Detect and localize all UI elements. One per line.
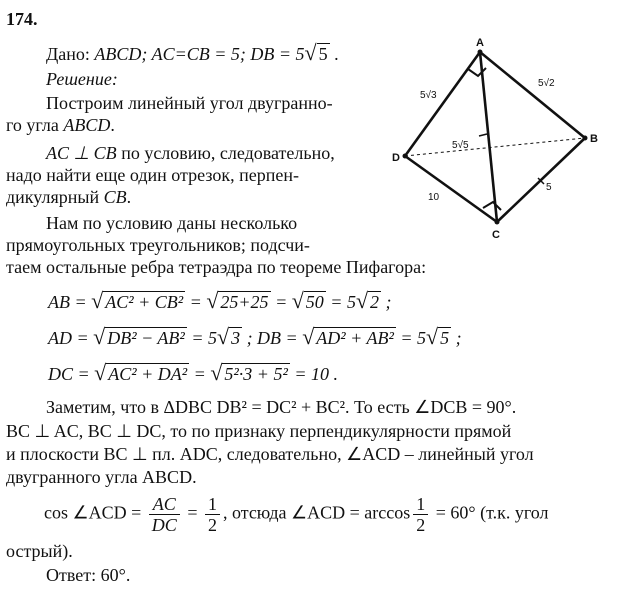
edge-ac — [480, 52, 497, 222]
eq-ad-rad2: 3 — [231, 328, 241, 348]
fraction-ac-dc — [149, 494, 180, 535]
cos-den3: 2 — [416, 515, 426, 535]
para3-line2: прямоугольных треугольников; подсчи- — [6, 235, 310, 255]
para1-line2-post: . — [110, 115, 115, 135]
problem-number: 174. — [6, 9, 38, 29]
length-cb: 5 — [546, 182, 552, 193]
eq-ab-eq4: = 5 — [325, 292, 356, 312]
given-math: ABCD; AC=CB = 5; DB = 5 — [94, 44, 305, 64]
eq-ad-rad4: 5 — [440, 328, 450, 348]
para2-line3 — [6, 186, 131, 208]
vertex-d — [403, 154, 408, 159]
cos-lhs: cos ∠ACD = — [44, 502, 146, 523]
cos-den2: 2 — [207, 515, 217, 535]
eq-dc-end: = 10 . — [289, 364, 339, 384]
para1-line2 — [6, 114, 115, 136]
given-prefix: Дано: — [46, 44, 95, 64]
para2-line1-post: по условию, следовательно, — [116, 143, 335, 163]
tetrahedron-diagram — [380, 30, 620, 250]
cos-eq: = — [182, 502, 202, 523]
length-ad: 5√3 — [420, 90, 437, 101]
para1-line2-pre: го угла — [6, 115, 64, 135]
cos-num2: 1 — [205, 494, 220, 515]
equation-ab: AB = √ AC² + CB² = √ 25+25 = √ 50 = 5√ 2 ; — [48, 288, 392, 313]
eq-ad-mid: ; DB = — [242, 328, 303, 348]
para2-line3-post: . — [126, 187, 132, 207]
fraction-one-half — [205, 494, 220, 535]
para2-line3-it: CB — [103, 187, 127, 207]
solution-label: Решение: — [46, 69, 118, 89]
para2-line1-it: AC ⊥ CB — [46, 143, 117, 163]
eq-ab-eq2: = — [185, 292, 207, 312]
given-end: . — [329, 44, 339, 64]
perp-line3: двугранного угла ABCD. — [6, 467, 197, 487]
length-dc: 10 — [428, 192, 440, 203]
edge-db-hidden — [405, 138, 585, 156]
cos-num3: 1 — [413, 494, 428, 515]
vertex-a — [478, 50, 483, 55]
acute-line: острый). — [6, 541, 73, 561]
para3-line1: Нам по условию даны несколько — [46, 213, 298, 233]
para1-line1: Построим линейный угол двугранно- — [46, 93, 333, 113]
para2-line3-pre: дикулярный — [6, 187, 104, 207]
perp-line2: и плоскости BC ⊥ пл. ADC, следовательно, ∠ACD – линейный угол — [6, 444, 534, 464]
sqrt-sign: √ — [304, 40, 317, 65]
label-b: B — [590, 133, 598, 145]
eq-dc-rad2: 5²·3 + 5² — [224, 364, 288, 384]
eq-ad-lhs: AD = — [48, 328, 94, 348]
length-db: 5√5 — [452, 140, 469, 151]
cos-mid: , отсюда ∠ACD = arccos — [222, 502, 411, 523]
eq-ad-rad1: DB² − AB² — [107, 328, 185, 348]
tick-ac — [479, 134, 487, 136]
cos-line — [44, 494, 549, 535]
edge-ab — [480, 52, 585, 138]
eq-ab-eq3: = — [270, 292, 292, 312]
vertex-b — [583, 136, 588, 141]
eq-dc-eq2: = — [189, 364, 211, 384]
para1-line2-it: ABCD — [63, 115, 111, 135]
eq-ab-rad3: 50 — [305, 292, 324, 312]
fraction-one-half-2 — [413, 494, 428, 535]
eq-ab-end: ; — [381, 292, 392, 312]
equation-ad: AD = √ DB² − AB² = 5√ 3 ; DB = √ AD² + AB² = 5√ 5 ; — [48, 324, 462, 349]
eq-ab-rad2: 25+25 — [220, 292, 269, 312]
vertex-c — [495, 220, 500, 225]
perp-line1: BC ⊥ AC, BC ⊥ DC, то по признаку перпендикулярности прямой — [6, 421, 512, 441]
given-root: 5 — [318, 44, 328, 64]
eq-ad-rad3: AD² + AB² — [316, 328, 394, 348]
cos-num: AC — [149, 494, 180, 515]
eq-ad-eq2: = 5 — [186, 328, 217, 348]
label-a: A — [476, 37, 484, 49]
cos-den: DC — [151, 515, 177, 535]
eq-ad-end: ; — [451, 328, 462, 348]
eq-ab-rad4: 2 — [370, 292, 380, 312]
length-ab: 5√2 — [538, 78, 555, 89]
eq-dc-rad1: AC² + DA² — [108, 364, 188, 384]
answer-line: Ответ: 60°. — [46, 565, 131, 585]
note-line: Заметим, что в ΔDBC DB² = DC² + BC². То есть ∠DCB = 90°. — [46, 397, 517, 417]
label-c: C — [492, 229, 500, 241]
eq-dc-lhs: DC = — [48, 364, 95, 384]
equation-dc: DC = √ AC² + DA² = √ 5²·3 + 5² = 10 . — [48, 360, 339, 385]
label-d: D — [392, 152, 400, 164]
para3-line3: таем остальные ребра тетраэдра по теореме Пифагора: — [6, 257, 427, 277]
edge-ad — [405, 52, 480, 156]
edge-dc — [405, 156, 497, 222]
given-line — [46, 42, 339, 65]
right-angle-c — [483, 202, 501, 210]
cos-end: = 60° (т.к. угол — [431, 502, 549, 523]
para2-line1 — [46, 142, 335, 164]
eq-ab-rad1: AC² + CB² — [105, 292, 184, 312]
eq-ad-eq4: = 5 — [395, 328, 427, 348]
eq-ab-lhs: AB = — [48, 292, 92, 312]
para2-line2: надо найти еще один отрезок, перпен- — [6, 165, 299, 185]
